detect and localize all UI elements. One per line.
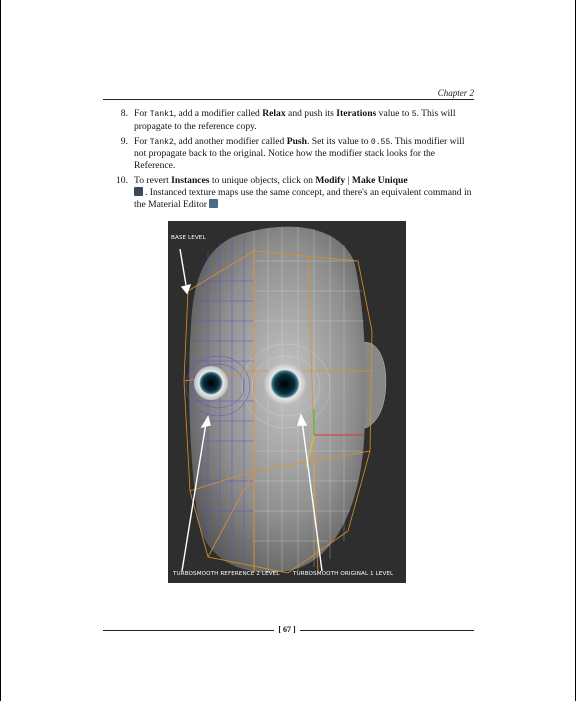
step-text [134,108,472,133]
ui-term: Instances [171,174,210,186]
text: . Set its value to [306,135,371,147]
step-text [134,136,472,172]
material-editor-icon [209,199,218,208]
label-reference: TURBOSMOOTH REFERENCE 2 LEVEL [173,571,280,577]
chapter-header: Chapter 2 [437,88,474,98]
code-value: 0.55 [370,137,391,147]
code-object-name: Tank2 [149,137,174,147]
make-unique-icon [134,187,143,196]
page-number: [ 67 ] [278,625,296,634]
step-list [106,108,472,213]
code-object-name: Tank1 [149,110,174,119]
label-base-level: BASE LEVEL [171,235,206,241]
step-9 [106,136,472,172]
footer-rule-right [300,630,474,631]
text: value to [376,108,412,119]
text: to unique objects, click on [209,174,316,186]
ui-term: Push [286,135,307,147]
step-number: 10. [116,174,128,186]
step-10 [106,175,472,210]
step-8 [106,108,472,133]
page-border-left [0,0,1,701]
text: | [345,174,352,186]
step-number: 9. [120,135,128,147]
figure-head-wireframe [168,221,406,583]
text: . This will propagate to the reference copy. [134,108,456,132]
head-render [168,221,406,583]
right-eye [264,363,306,405]
text: , add another modifier called [173,135,287,147]
ui-term: Make Unique [351,174,408,186]
text: For [134,135,150,147]
step-number: 8. [120,108,128,119]
label-original: TURBOSMOOTH ORIGINAL 1 LEVEL [293,571,394,577]
left-eye [194,366,228,400]
text: . Instanced texture maps use the same concept, and there's an equivalent command in the Material Editor [134,186,472,210]
ui-term: Iterations [336,108,377,119]
text: For [134,108,150,119]
header-rule [103,99,474,100]
ui-term: Modify [315,174,346,186]
step-text [134,175,472,210]
code-value: 5 [411,110,417,119]
text: , add a modifier called [173,108,263,119]
text: . This modifier will not propagate back to the original. Notice how the modifier stack looks for the Reference. [134,135,465,172]
ui-term: Relax [262,108,286,119]
text: To revert [134,174,172,186]
footer-rule-left [103,630,274,631]
text: and push its [285,108,337,119]
